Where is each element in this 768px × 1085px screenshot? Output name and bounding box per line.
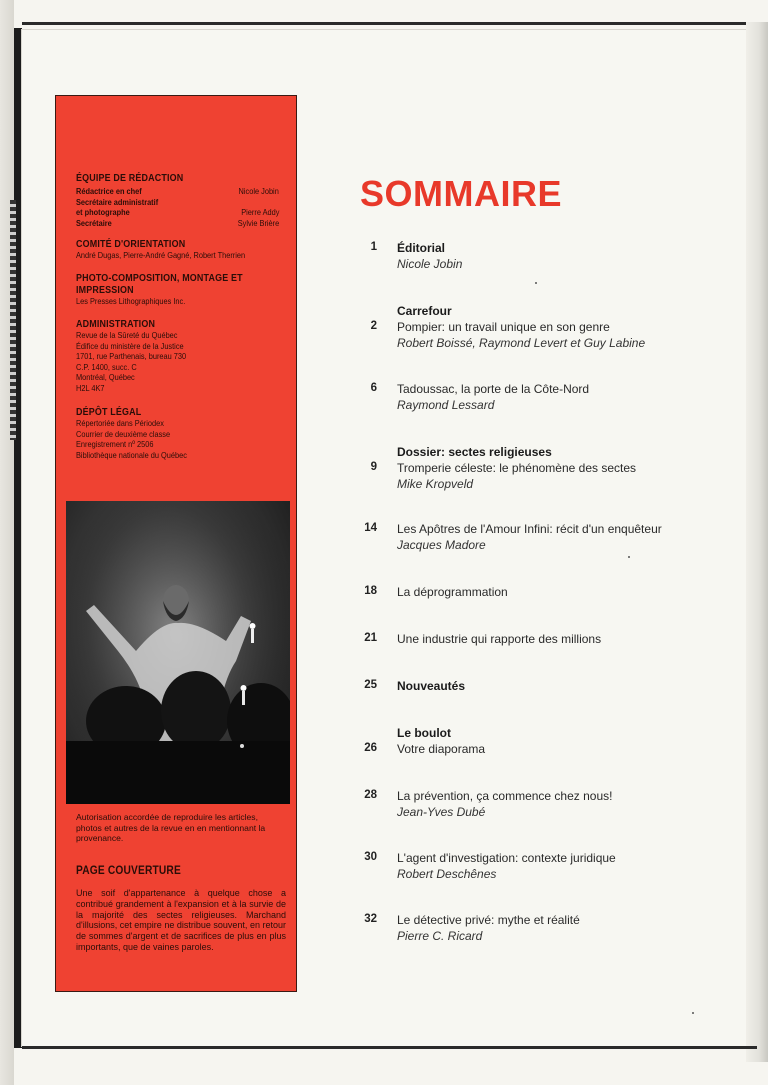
address-line: Édifice du ministère de la Justice	[76, 340, 184, 351]
administration-heading: ADMINISTRATION	[76, 318, 156, 330]
entry-text	[397, 725, 737, 757]
entry-text	[397, 444, 737, 492]
page-number: 32	[364, 913, 377, 925]
print-speck	[628, 556, 630, 558]
address-line: Montréal, Québec	[76, 372, 135, 382]
entry-text	[397, 850, 737, 882]
entry-author: Jacques Madore	[397, 538, 486, 552]
print-speck	[535, 282, 537, 284]
entry-text	[397, 303, 737, 351]
entry-title: Tromperie céleste: le phénomène des sectes	[397, 461, 637, 475]
page-number: 14	[364, 522, 377, 534]
entry-text	[397, 381, 737, 413]
page-number: 26	[364, 742, 377, 754]
depot-line: Enregistrement nº 2506	[76, 439, 154, 449]
cover-heading-wrap	[76, 864, 279, 876]
magazine-binding	[14, 28, 22, 1048]
staff-role: Secrétaire	[76, 217, 112, 228]
staff-row	[76, 218, 279, 229]
section-heading: Nouveautés	[397, 679, 466, 693]
staff-name: Nicole Jobin	[238, 186, 279, 196]
binding-pattern	[10, 200, 16, 440]
entry-author: Jean-Yves Dubé	[397, 805, 486, 819]
depot-line: Répertoriée dans Périodex	[76, 418, 164, 428]
staff-role: et photographe	[76, 207, 130, 217]
staff-role: Secrétaire administratif	[76, 196, 159, 207]
page-number: 25	[364, 679, 377, 691]
address-line: Revue de la Sûreté du Québec	[76, 330, 178, 340]
page-right-edge	[746, 22, 768, 1062]
address-line: H2L 4K7	[76, 382, 105, 393]
printer-name: Les Presses Lithographiques Inc.	[76, 296, 186, 306]
section-heading: Carrefour	[397, 304, 452, 318]
entry-author: Nicole Jobin	[397, 257, 463, 271]
redaction-section	[76, 172, 279, 228]
page-number: 6	[370, 382, 377, 394]
cover-description: Une soif d'appartenance à quelque chose a contribué grandement à l'expansion et à la survie de la majorité des sectes religieuses. Marchand d'illusions, cet empire ne distribue souvent, en retour de sommes d'argent et de sacrifices de plus en plus importants, que de vaines paroles.	[76, 888, 286, 952]
page-bottom-edge	[22, 1046, 757, 1049]
depot-section	[76, 406, 279, 460]
address-line: 1701, rue Parthenais, bureau 730	[76, 351, 187, 361]
entry-title: Tadoussac, la porte de la Côte-Nord	[397, 382, 590, 396]
cover-photo	[66, 501, 290, 804]
entry-author: Raymond Lessard	[397, 398, 495, 412]
entry-title: L'agent d'investigation: contexte juridique	[397, 851, 616, 865]
entry-title: La prévention, ça commence chez nous!	[397, 789, 613, 803]
comite-heading: COMITÉ D'ORIENTATION	[76, 238, 186, 250]
staff-row	[76, 207, 279, 218]
comite-section	[76, 238, 279, 261]
entry-text	[397, 678, 737, 694]
entry-title: La déprogrammation	[397, 585, 508, 599]
entry-title: Le détective privé: mythe et réalité	[397, 913, 580, 927]
print-speck	[692, 1012, 694, 1014]
entry-text	[397, 912, 737, 944]
scan-edge	[0, 0, 14, 1085]
depot-heading: DÉPÔT LÉGAL	[76, 406, 142, 418]
photocomposition-heading: PHOTO-COMPOSITION, MONTAGE ET IMPRESSION	[76, 272, 243, 296]
reproduction-notice: Autorisation accordée de reproduire les articles, photos et autres de la revue en en mentionnant la provenance.	[76, 812, 266, 843]
staff-name: Sylvie Brière	[237, 217, 279, 228]
staff-row	[76, 186, 279, 197]
entry-text	[397, 521, 737, 553]
staff-role: Rédactrice en chef	[76, 186, 142, 196]
page-top-edge	[22, 22, 757, 25]
section-heading: Le boulot	[397, 726, 451, 740]
entry-title: Les Apôtres de l'Amour Infini: récit d'un enquêteur	[397, 522, 662, 536]
page-title: SOMMAIRE	[360, 173, 562, 214]
administration-section	[76, 318, 279, 393]
depot-line: Bibliothèque nationale du Québec	[76, 449, 187, 460]
page-number: 2	[370, 320, 377, 332]
entry-text	[397, 631, 737, 647]
depot-line: Courrier de deuxième classe	[76, 428, 171, 439]
cult-leader-photo-illustration	[66, 501, 290, 804]
page-number: 9	[370, 461, 377, 473]
address-line: C.P. 1400, succ. C	[76, 361, 137, 372]
entry-text	[397, 788, 737, 820]
section-heading: Éditorial	[397, 241, 446, 255]
entry-author: Mike Kropveld	[397, 477, 474, 491]
page-number: 18	[364, 585, 377, 597]
masthead-sidebar	[55, 95, 297, 992]
photocomposition-section	[76, 272, 279, 307]
entry-title: Votre diaporama	[397, 742, 486, 756]
comite-members: André Dugas, Pierre-André Gagné, Robert Therrien	[76, 250, 246, 260]
staff-row	[76, 197, 279, 208]
entry-author: Pierre C. Ricard	[397, 929, 483, 943]
entry-title: Pompier: un travail unique en son genre	[397, 320, 610, 334]
page-number: 30	[364, 851, 377, 863]
entry-text	[397, 584, 737, 600]
entry-text	[397, 240, 737, 272]
page-number: 1	[370, 241, 377, 253]
section-heading: Dossier: sectes religieuses	[397, 445, 552, 459]
page-number: 28	[364, 789, 377, 801]
entry-title: Une industrie qui rapporte des millions	[397, 632, 602, 646]
page-number: 21	[364, 632, 377, 644]
entry-author: Robert Deschênes	[397, 867, 497, 881]
entry-author: Robert Boissé, Raymond Levert et Guy Labine	[397, 336, 646, 350]
redaction-heading: ÉQUIPE DE RÉDACTION	[76, 172, 184, 184]
cover-heading: PAGE COUVERTURE	[76, 863, 181, 877]
staff-name: Pierre Addy	[240, 207, 279, 217]
